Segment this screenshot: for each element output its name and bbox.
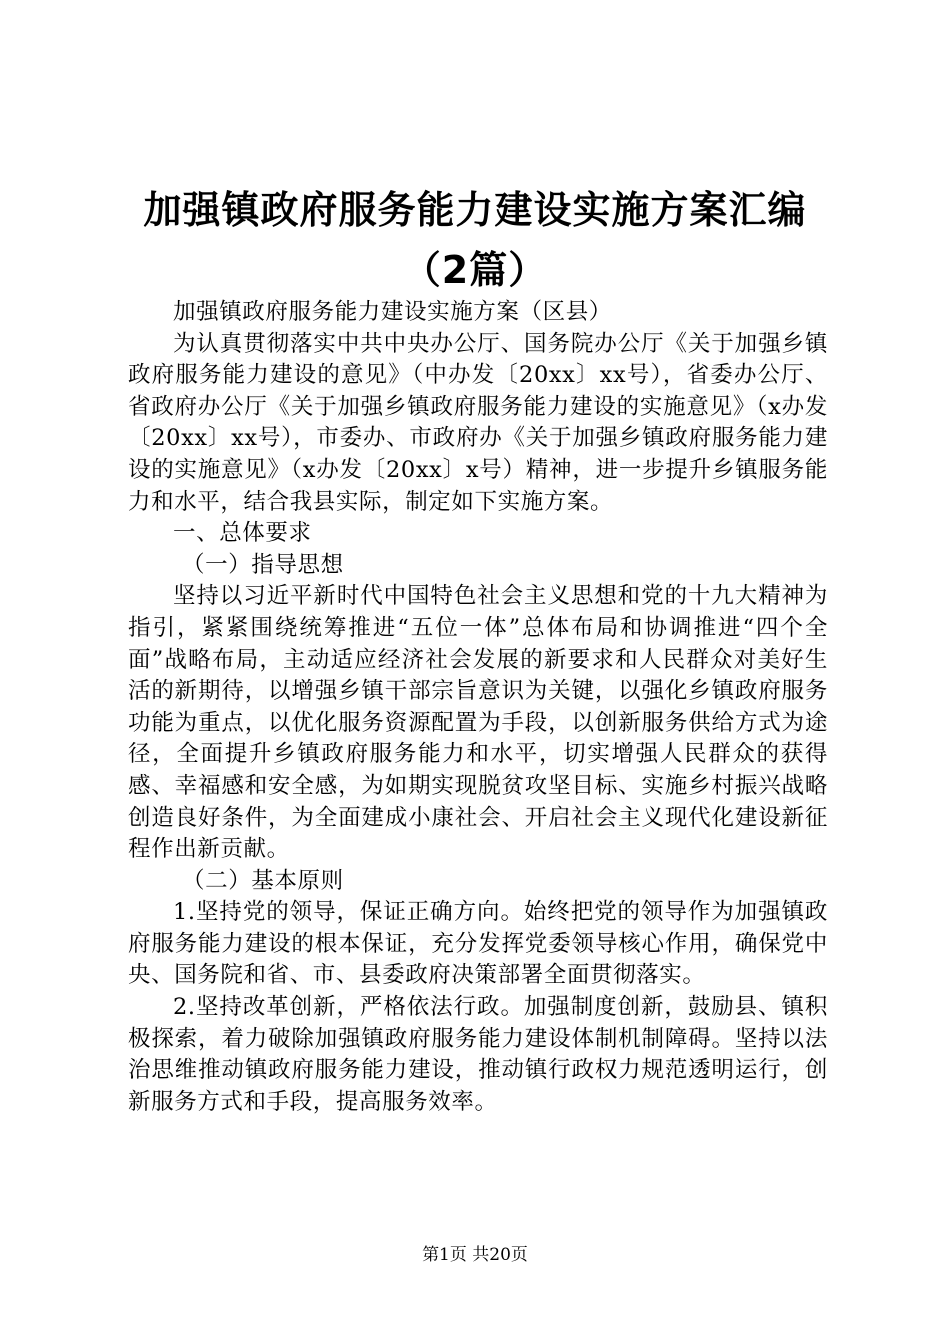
subtitle-paragraph: 加强镇政府服务能力建设实施方案（区县）: [173, 299, 612, 325]
document-title: 加强镇政府服务能力建设实施方案汇编（2篇）: [143, 188, 807, 292]
section-heading: 一、总体要求: [173, 520, 312, 547]
principle-paragraph: 2.坚持改革创新，严格依法行政。加强制度创新，鼓励县、镇积极探索，着力破除加强镇政府服务能力建设体制机制障碍。坚持以法治思维推动镇政府服务能力建设，推动镇行政权力规范透明运行，创新服务方式和手段，提高服务效率。: [128, 994, 828, 1115]
intro-paragraph: 为认真贯彻落实中共中央办公厅、国务院办公厅《关于加强乡镇政府服务能力建设的意见》（中办发〔20xx〕xx号），省委办公厅、省政府办公厅《关于加强乡镇政府服务能力建设的实施意见》（x办发〔20xx〕xx号），市委办、市政府办《关于加强乡镇政府服务能力建设的实施意见》（x办发〔20xx〕x号）精神，进一步提升乡镇服务能力和水平，结合我县实际，制定如下实施方案。: [128, 330, 828, 515]
principle-paragraph: 1.坚持党的领导，保证正确方向。始终把党的领导作为加强镇政府服务能力建设的根本保证，充分发挥党委领导核心作用，确保党中央、国务院和省、市、县委政府决策部署全面贯彻落实。: [128, 899, 828, 989]
guiding-thought-paragraph: 坚持以习近平新时代中国特色社会主义思想和党的十九大精神为指引，紧紧围绕统筹推进“五位一体”总体布局和协调推进“四个全面”战略布局，主动适应经济社会发展的新要求和人民群众对美好生活的新期待，以增强乡镇干部宗旨意识为关键，以强化乡镇政府服务功能为重点，以优化服务资源配置为手段，以创新服务供给方式为途径，全面提升乡镇政府服务能力和水平，切实增强人民群众的获得感、幸福感和安全感，为如期实现脱贫攻坚目标、实施乡村振兴战略创造良好条件，为全面建成小康社会、开启社会主义现代化建设新征程作出新贡献。: [128, 583, 828, 863]
subsection-heading: （一）指导思想: [182, 551, 344, 578]
page-footer: 第1页 共20页: [422, 1245, 528, 1265]
subsection-heading: （二）基本原则: [182, 867, 344, 894]
document-body: [128, 297, 828, 1118]
